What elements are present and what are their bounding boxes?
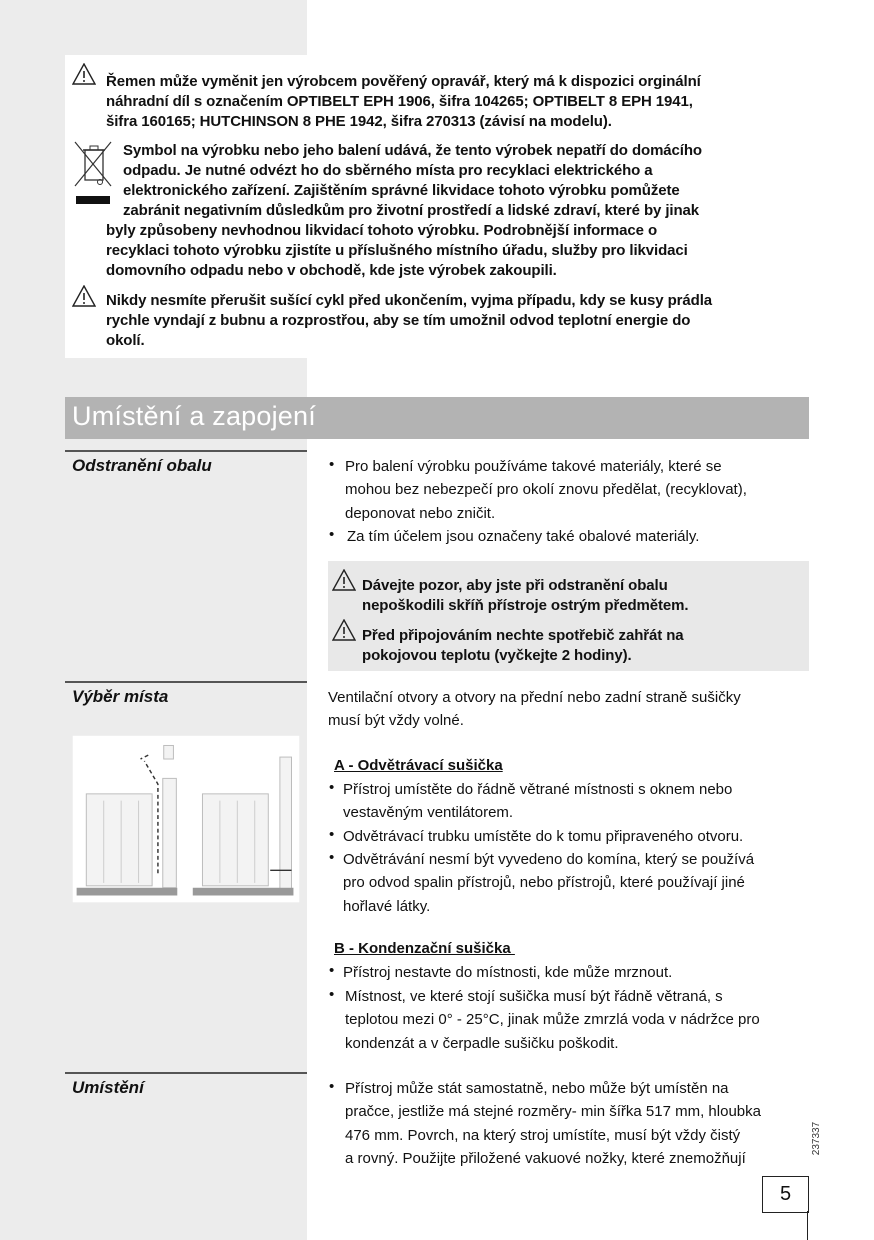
page-number-rule — [807, 1211, 808, 1240]
bullet: • — [329, 962, 335, 979]
text-line: Ventilační otvory a otvory na přední nebo zadní straně sušičky — [328, 689, 741, 706]
location-intro — [328, 686, 741, 733]
text-line: pro odvod spalin přístrojů, nebo přístrojů, které používají jiné — [343, 874, 745, 892]
text-line: deponovat nebo zničit. — [345, 504, 496, 522]
unpacking-bullet-1 — [345, 455, 747, 525]
cycle-warning-text — [106, 291, 712, 351]
text-line: odpadu. Je nutné odvézt ho do sběrného místa pro recyklaci elektrického a — [123, 162, 653, 179]
label-placement: Umístění — [72, 1078, 144, 1097]
warning-icon — [72, 63, 96, 85]
text-line: Nikdy nesmíte přerušit sušící cykl před ukončením, vyjma případu, kdy se kusy prádla — [106, 292, 713, 309]
vented-bullet-1 — [343, 778, 732, 825]
subheading-vented-dryer: A - Odvětrávací sušička — [334, 757, 503, 774]
section-heading: Umístění a zapojení — [72, 401, 316, 431]
text-line: kondenzát a v čerpadle sušičku poškodit. — [345, 1034, 619, 1052]
unpacking-warning-1 — [362, 576, 688, 616]
bullet: • — [329, 526, 335, 543]
text-line: nepoškodili skříň přístroje ostrým předmětem. — [362, 597, 689, 614]
text-line: Dávejte pozor, aby jste při odstranění obalu — [362, 577, 668, 594]
condenser-bullet-2 — [345, 985, 760, 1055]
recycling-text — [123, 141, 702, 221]
warning-icon — [332, 569, 356, 591]
text-line: Před připojováním nechte spotřebič zahřát na — [362, 627, 684, 644]
label-location: Výběr místa — [72, 687, 169, 706]
bullet: • — [329, 1078, 335, 1095]
text-line: Přístroj může stát samostatně, nebo může být umístěn na — [345, 1080, 729, 1097]
text-line: hořlavé látky. — [343, 897, 431, 915]
vented-bullet-2 — [343, 825, 743, 848]
section-divider — [65, 681, 307, 683]
dryer-installation-illustration — [65, 728, 307, 912]
text-line: a rovný. Použijte přiložené vakuové nožky, které znemožňují — [345, 1150, 746, 1168]
text-line: elektronického zařízení. Zajištěním správné likvidace tohoto výrobku pomůžete — [123, 182, 680, 199]
text-line: zabránit negativním důsledkům pro životní prostředí a lidské zdraví, které by jinak — [123, 202, 700, 219]
bullet: • — [329, 826, 335, 843]
text-line: rychle vyndají z bubnu a rozprostřou, aby se tím umožnil odvod teplotní energie do — [106, 312, 691, 329]
document-code: 237337 — [811, 1121, 823, 1156]
recycling-text-continued — [106, 221, 688, 281]
bullet: • — [329, 986, 335, 1003]
section-divider — [65, 1072, 307, 1074]
condenser-bullet-1 — [343, 961, 672, 984]
belt-warning-text — [106, 72, 701, 132]
warning-icon — [332, 619, 356, 641]
text-line: musí být vždy volné. — [328, 712, 464, 730]
label-unpacking: Odstranění obalu — [72, 456, 212, 475]
placement-bullet-1 — [345, 1077, 761, 1171]
vented-bullet-3 — [343, 848, 754, 918]
text-line: Odvětrávací trubku umístěte do k tomu připraveného otvoru. — [343, 828, 744, 845]
text-line: byly způsobeny nevhodnou likvidací tohoto výrobku. Podrobnější informace o — [106, 222, 658, 239]
text-line: Přístroj nestavte do místnosti, kde může mrznout. — [343, 964, 673, 981]
text-line: recyklaci tohoto výrobku zjistíte u příslušného místního úřadu, služby pro likvidaci — [106, 242, 688, 259]
page-number: 5 — [762, 1176, 809, 1213]
text-line: Přístroj umístěte do řádně větrané místnosti s oknem nebo — [343, 781, 733, 798]
text-line: šifra 160165; HUTCHINSON 8 PHE 1942, šifra 270313 (závisí na modelu). — [106, 113, 612, 130]
subheading-condenser-dryer: B - Kondenzační sušička — [334, 940, 515, 957]
weee-bin-icon — [73, 140, 113, 208]
text-line: pračce, jestliže má stejné rozměry- min šířka 517 mm, hloubka — [345, 1103, 761, 1121]
text-line: Místnost, ve které stojí sušička musí být řádně větraná, s — [345, 988, 723, 1005]
bullet: • — [329, 779, 335, 796]
text-line: Symbol na výrobku nebo jeho balení udává, že tento výrobek nepatří do domácího — [123, 142, 702, 159]
text-line: okolí. — [106, 332, 145, 349]
text-line: 476 mm. Povrch, na který stroj umístíte, musí být vždy čistý — [345, 1126, 741, 1144]
section-divider — [65, 450, 307, 452]
text-line: pokojovou teplotu (vyčkejte 2 hodiny). — [362, 647, 632, 664]
text-line: vestavěným ventilátorem. — [343, 804, 514, 822]
bullet: • — [329, 849, 335, 866]
bullet: • — [329, 456, 335, 473]
text-line: domovního odpadu nebo v obchodě, kde jste výrobek zakoupili. — [106, 262, 557, 279]
section-heading-bar — [65, 397, 809, 439]
unpacking-warning-2 — [362, 626, 684, 666]
warning-icon — [72, 285, 96, 307]
unpacking-bullet-2 — [347, 525, 699, 548]
text-line: Za tím účelem jsou označeny také obalové materiály. — [347, 528, 700, 545]
text-line: Pro balení výrobku používáme takové materiály, které se — [345, 458, 722, 475]
text-line: mohou bez nebezpečí pro okolí znovu předělat, (recyklovat), — [345, 481, 747, 499]
text-line: Odvětrávání nesmí být vyvedeno do komína, který se používá — [343, 851, 755, 868]
text-line: Řemen může vyměnit jen výrobcem pověřený opravář, který má k dispozici orginální — [106, 73, 701, 90]
text-line: teplotou mezi 0° - 25°C, jinak může zmrzlá voda v nádržce pro — [345, 1011, 760, 1029]
text-line: náhradní díl s označením OPTIBELT EPH 1906, šifra 104265; OPTIBELT 8 EPH 1941, — [106, 93, 693, 110]
